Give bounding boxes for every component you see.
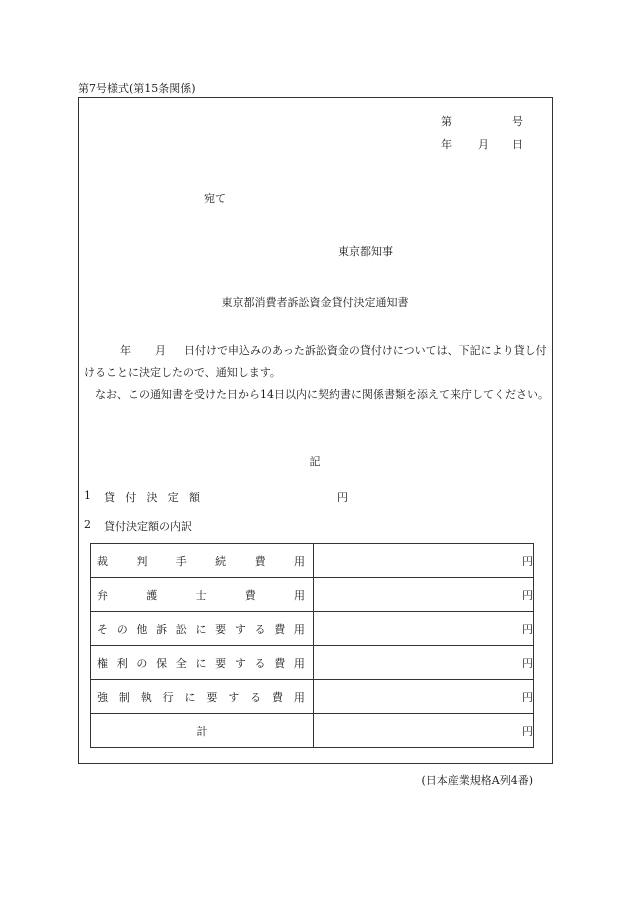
label-char: 手 bbox=[175, 554, 187, 568]
item1-char: 貸 bbox=[104, 491, 115, 504]
label-char: 他 bbox=[136, 622, 148, 636]
table-row bbox=[91, 578, 534, 612]
label-char: 護 bbox=[146, 588, 158, 602]
label-char: そ bbox=[97, 622, 108, 636]
total-label-text: 計 bbox=[196, 724, 208, 738]
label-char: 用 bbox=[293, 622, 305, 636]
label-char: 士 bbox=[195, 588, 207, 602]
label-char: 費 bbox=[272, 690, 283, 704]
sender: 東京都知事 bbox=[338, 245, 393, 258]
amount-cell bbox=[314, 612, 534, 646]
amount-cell bbox=[314, 680, 534, 714]
number-label-prefix: 第 bbox=[441, 115, 452, 128]
label-char: る bbox=[254, 656, 266, 670]
date-year-label: 年 bbox=[441, 138, 452, 151]
ki-mark: 記 bbox=[309, 455, 321, 468]
label-char: 訴 bbox=[156, 622, 168, 636]
label-char: 弁 bbox=[97, 588, 108, 602]
label-char: に bbox=[195, 622, 207, 636]
table-row bbox=[91, 680, 534, 714]
label-char: 用 bbox=[293, 690, 305, 704]
body-paragraph-2 bbox=[84, 384, 550, 406]
body-text-2: なお、この通知書を受けた日から14日以内に契約書に関係書類を添えて来庁してください。 bbox=[95, 388, 549, 401]
label-char: 続 bbox=[215, 554, 227, 568]
label-char: 制 bbox=[118, 690, 130, 704]
label-char: 費 bbox=[244, 588, 256, 602]
addressee-suffix: 宛て bbox=[204, 192, 226, 205]
breakdown-table bbox=[90, 543, 534, 748]
label-char: 要 bbox=[215, 656, 227, 670]
item1-unit: 円 bbox=[337, 491, 348, 504]
table-row-total bbox=[91, 714, 534, 748]
amount-unit: 円 bbox=[522, 622, 533, 636]
amount-unit: 円 bbox=[522, 554, 533, 568]
amount-unit: 円 bbox=[522, 588, 533, 602]
number-label-suffix: 号 bbox=[512, 115, 523, 128]
label-char: 訟 bbox=[175, 622, 187, 636]
label-char: 費 bbox=[274, 656, 286, 670]
label-char: 用 bbox=[294, 588, 305, 602]
label-char: す bbox=[228, 690, 240, 704]
label-char: 要 bbox=[206, 690, 218, 704]
label-char: 費 bbox=[274, 622, 286, 636]
total-label bbox=[91, 714, 314, 748]
table-row bbox=[91, 646, 534, 680]
body-date-year: 年 bbox=[120, 344, 131, 357]
table-row bbox=[91, 612, 534, 646]
label-char: 用 bbox=[293, 554, 305, 568]
amount-unit: 円 bbox=[522, 690, 533, 704]
label-char: 強 bbox=[97, 690, 108, 704]
item1-char: 決 bbox=[146, 491, 158, 504]
label-char: 執 bbox=[140, 690, 152, 704]
row-label bbox=[91, 612, 314, 646]
label-char: 利 bbox=[116, 656, 128, 670]
item2-number: 2 bbox=[84, 518, 91, 531]
label-char: の bbox=[116, 622, 128, 636]
label-char: す bbox=[234, 656, 246, 670]
label-char: 費 bbox=[254, 554, 266, 568]
body-date-month: 月 bbox=[155, 344, 166, 357]
amount-cell bbox=[314, 544, 534, 578]
label-char: 判 bbox=[136, 554, 148, 568]
label-char: 行 bbox=[162, 690, 174, 704]
date-day-label: 日 bbox=[512, 138, 523, 151]
item1-char: 付 bbox=[125, 491, 137, 504]
body-paragraph-1 bbox=[84, 340, 550, 384]
row-label bbox=[91, 646, 314, 680]
body-text-1: 日付けで申込みのあった訴訟資金の貸付けについては、下記により貸し付けることに決定したので、通知します。 bbox=[84, 344, 547, 379]
table-row bbox=[91, 544, 534, 578]
row-label bbox=[91, 578, 314, 612]
label-char: に bbox=[184, 690, 196, 704]
item2-label: 貸付決定額の内訳 bbox=[104, 520, 192, 533]
label-char: 用 bbox=[293, 656, 305, 670]
item1-char: 額 bbox=[189, 491, 200, 504]
total-amount-cell bbox=[314, 714, 534, 748]
date-month-label: 月 bbox=[478, 138, 489, 151]
label-char: 裁 bbox=[97, 554, 108, 568]
label-char: す bbox=[234, 622, 246, 636]
item1-label bbox=[104, 489, 200, 505]
amount-unit: 円 bbox=[522, 656, 533, 670]
item1-char: 定 bbox=[167, 491, 179, 504]
label-char: る bbox=[254, 622, 266, 636]
label-char: 保 bbox=[156, 656, 168, 670]
document-title: 東京都消費者訴訟資金貸付決定通知書 bbox=[221, 296, 409, 309]
amount-unit: 円 bbox=[522, 724, 533, 738]
label-char: の bbox=[136, 656, 148, 670]
amount-cell bbox=[314, 578, 534, 612]
label-char: る bbox=[250, 690, 262, 704]
row-label bbox=[91, 544, 314, 578]
form-id: 第7号様式(第15条関係) bbox=[78, 82, 196, 95]
label-char: 要 bbox=[215, 622, 227, 636]
footer-note: (日本産業規格A列4番) bbox=[421, 774, 533, 787]
label-char: 権 bbox=[97, 656, 108, 670]
label-char: 全 bbox=[175, 656, 187, 670]
item1-number: 1 bbox=[84, 489, 91, 502]
amount-cell bbox=[314, 646, 534, 680]
row-label bbox=[91, 680, 314, 714]
label-char: に bbox=[195, 656, 207, 670]
